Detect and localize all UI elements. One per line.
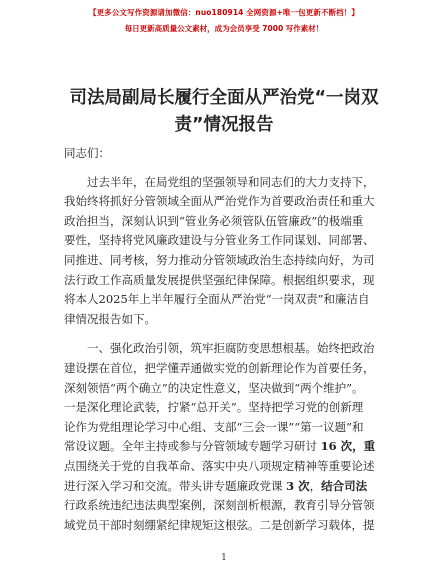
para2-line: 点围绕关于党的自我革命、落实中央八项规定精神等重要论述 xyxy=(64,458,375,473)
para1-line: 我始终将抓好分管领域全面从严治党作为首要政治责任和重大 xyxy=(64,194,375,209)
paragraph-1 xyxy=(64,173,384,330)
promo-line-1: 【更多公文写作资源请加微信：nuo180914 全网资源+唯一包更新不断档！】 xyxy=(89,8,359,17)
para1-line: 同推进、同考核，努力推动分管领域政治生态持续向好，为司 xyxy=(64,252,375,267)
para1-line: 要性，坚持将党风廉政建设与分管业务工作同谋划、同部署、 xyxy=(64,233,375,248)
para2-text: 进行深入学习和交流。带头讲专题廉政党课 xyxy=(64,478,287,493)
para2-line: 一、强化政治引领，筑牢拒腐防变思想根基。始终把政治 xyxy=(87,341,375,356)
para2-line xyxy=(64,437,384,457)
para2-line: 论作为党组理论学习中心组、支部“三会一课”“第一议题”和 xyxy=(64,419,364,434)
promo-line-2: 每日更新高质量公文素材，成为会员享受 7000 写作素材！ xyxy=(124,24,324,33)
title-line-2: 责”情况报告 xyxy=(174,115,274,135)
emphasis-suffix-1: ，重 xyxy=(352,439,376,454)
para2-line: 域党员干部时刻绷紧纪律规矩这根弦。二是创新学习载体，提 xyxy=(64,517,375,532)
para1-line: 过去半年，在局党组的坚强领导和同志们的大力支持下， xyxy=(87,174,375,189)
paragraph-2 xyxy=(64,339,384,535)
salutation: 同志们： xyxy=(64,146,110,160)
promo-banner xyxy=(0,7,448,34)
para1-line: 政治担当，深刻认识到“管业务必须管队伍管廉政”的极端重 xyxy=(64,213,364,228)
page-number: 1 xyxy=(221,553,227,563)
emphasis-suffix-2: ， xyxy=(309,478,322,493)
para2-line: 行政系统违纪违法典型案例，深刻剖析根源，教育引导分管领 xyxy=(64,498,375,513)
para1-line: 将本人2025年上半年履行全面从严治党“一岗双责”和廉洁自 xyxy=(64,292,370,307)
para1-line: 法行政工作高质量发展提供坚强纪律保障。根据组织要求，现 xyxy=(64,272,375,287)
document-title xyxy=(60,85,388,139)
document-body xyxy=(64,144,384,535)
title-line-1: 司法局副局长履行全面从严治党“一岗双 xyxy=(69,88,379,108)
para2-line: 建设摆在首位，把学懂弄通做实党的创新理论作为首要任务， xyxy=(64,360,375,375)
emphasis-phrase: 结合司法 xyxy=(321,478,368,493)
para2-text: 常设议题。全年主持或参与分管领域专题学习研讨 xyxy=(64,439,321,454)
para1-line: 律情况报告如下。 xyxy=(64,311,156,326)
para2-line: 深刻领悟“两个确立”的决定性意义，坚决做到“两个维护”。 xyxy=(64,380,364,395)
emphasis-count-2: 3 次 xyxy=(286,478,310,493)
emphasis-count-1: 16 次 xyxy=(320,439,353,454)
para2-line xyxy=(64,477,384,497)
para2-line: 一是深化理论武装，拧紧“总开关”。坚持把学习党的创新理 xyxy=(64,400,364,415)
